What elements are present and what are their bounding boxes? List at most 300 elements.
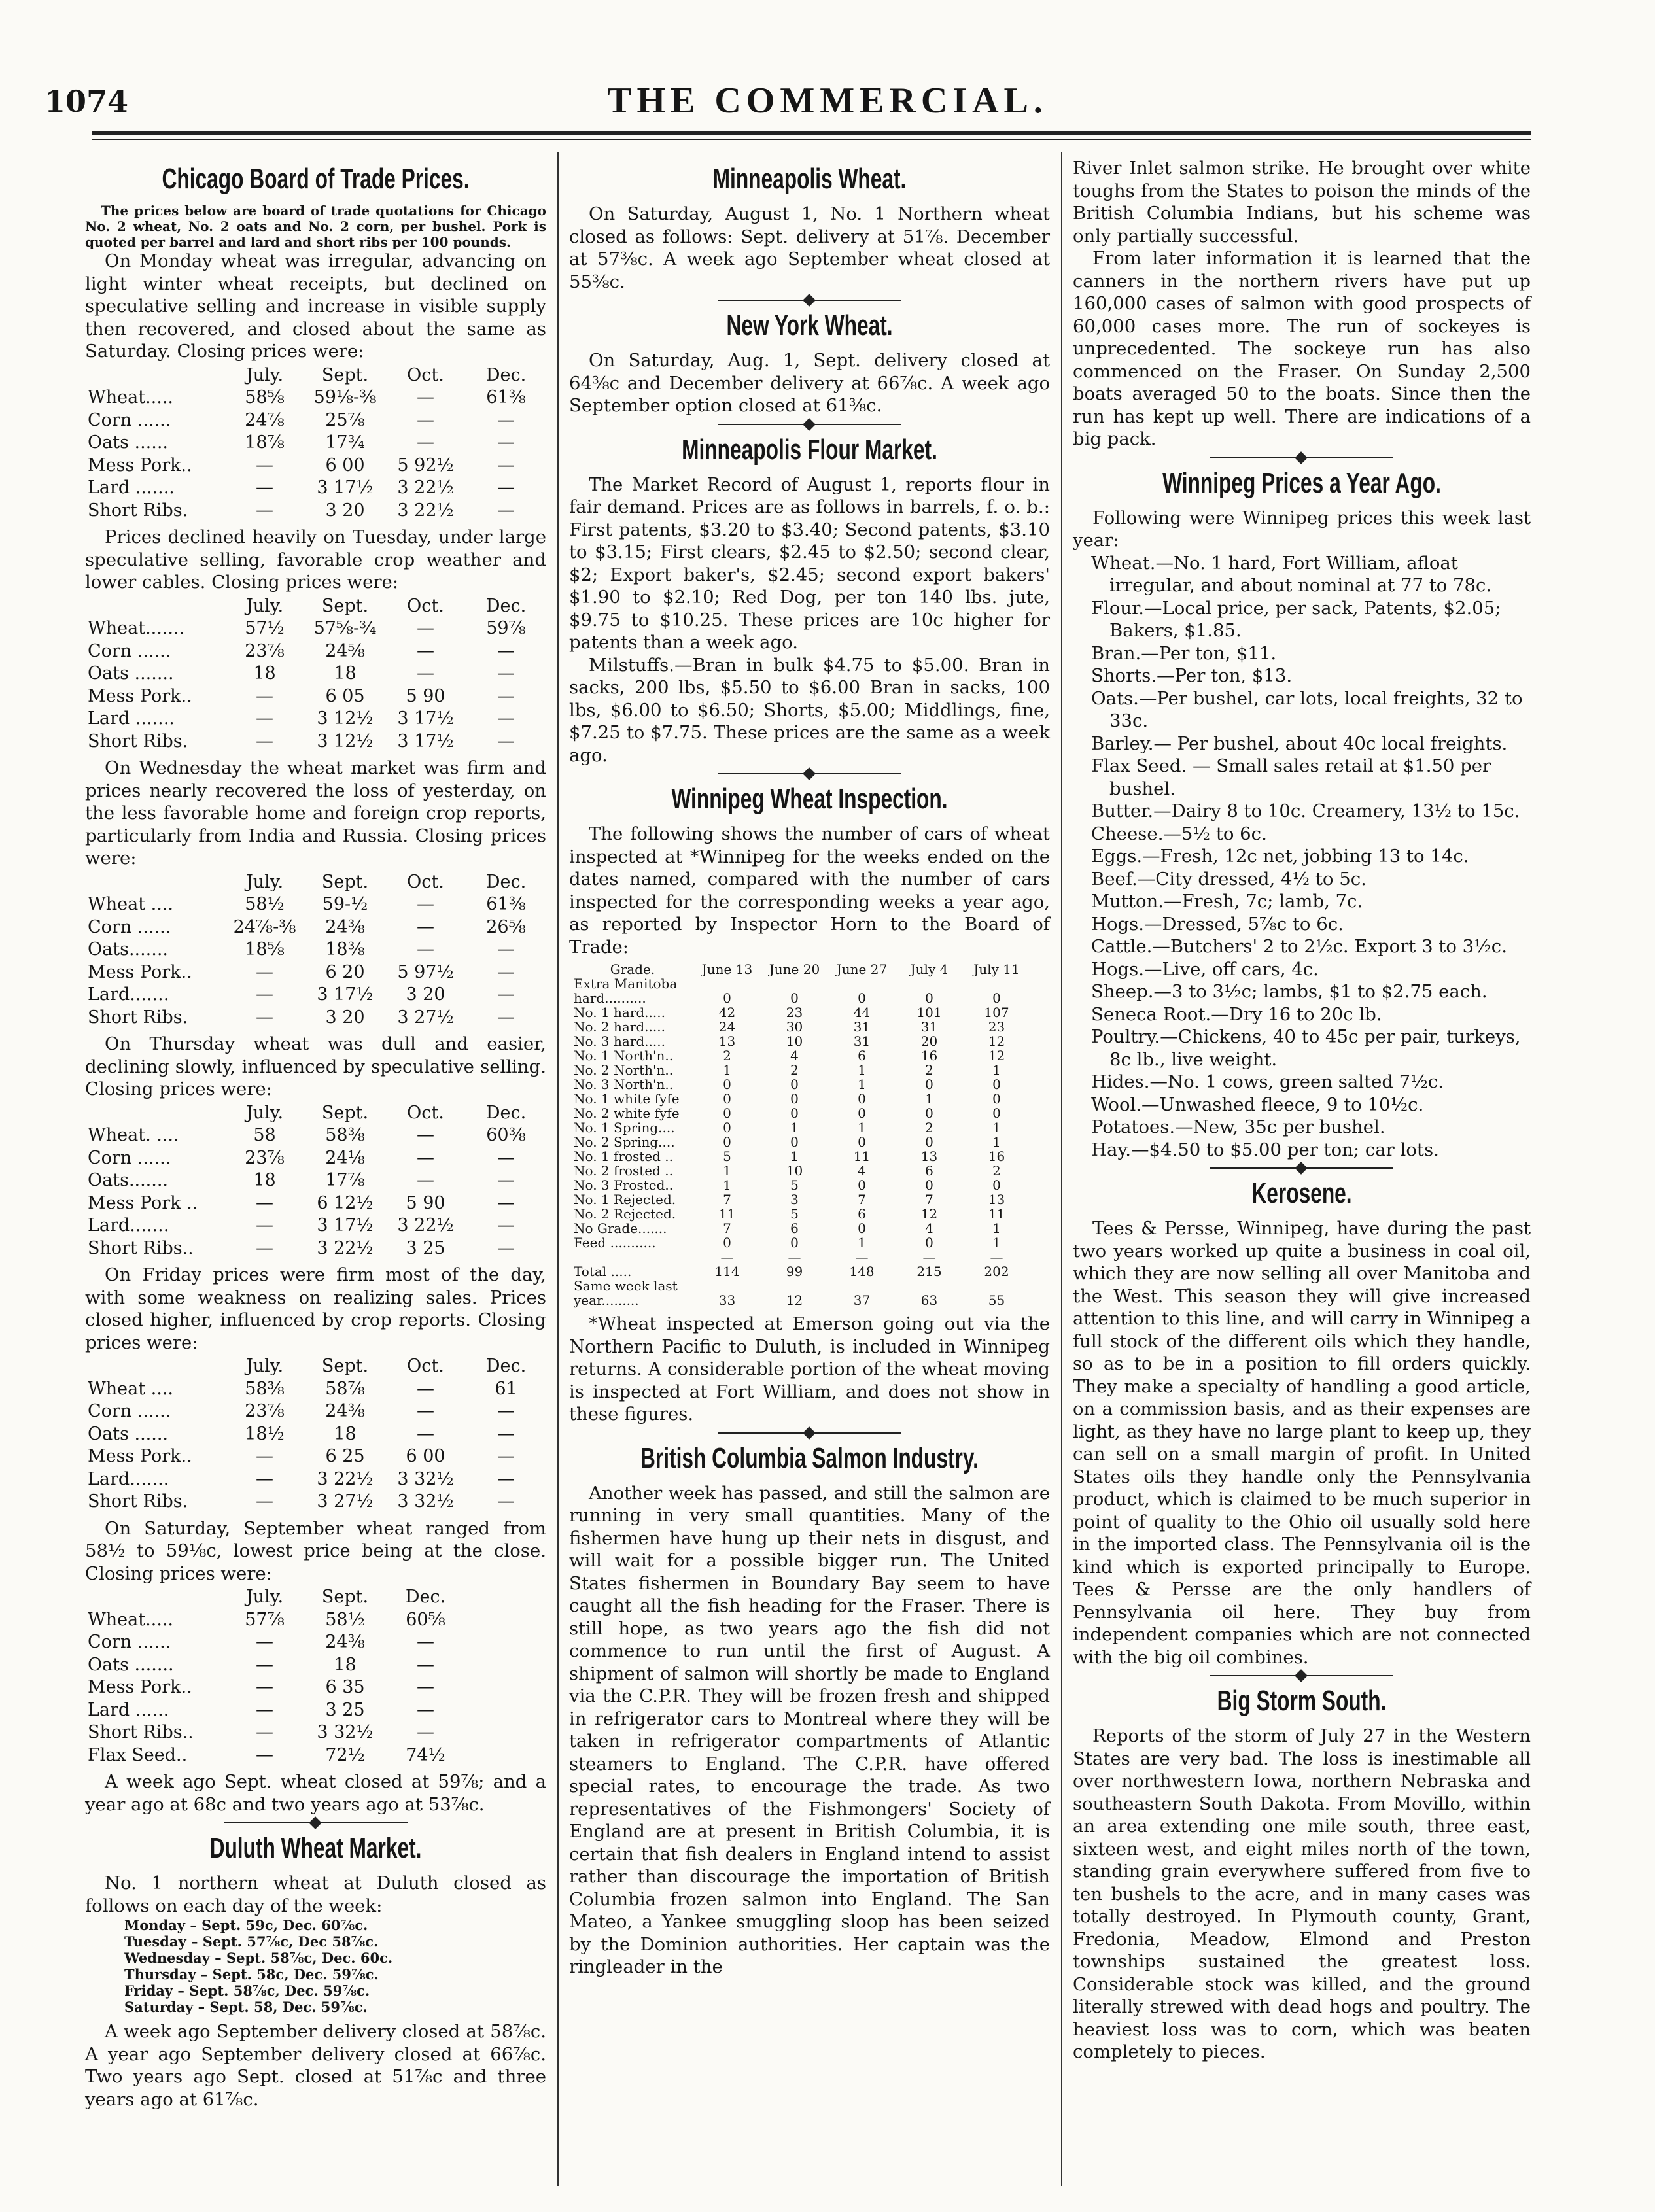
- car-count: [761, 1279, 828, 1293]
- price-cell: —: [497, 1215, 515, 1236]
- salmon-heading: British Columbia Salmon Industry.: [640, 1442, 979, 1474]
- price-cell: 3 27½: [397, 1007, 454, 1028]
- column-header: June 13: [701, 961, 753, 977]
- price-cell: 58⅞: [325, 1378, 365, 1399]
- price-cell: —: [497, 640, 515, 661]
- grade-name: No. 2 Spring....: [574, 1134, 675, 1150]
- commodity-name: Lard ......: [88, 1699, 169, 1720]
- section-separator: [1210, 1167, 1393, 1169]
- car-count: 1: [858, 1120, 866, 1135]
- price-cell: 24⅜: [325, 1401, 365, 1421]
- price-cell: 3 17½: [317, 1215, 374, 1236]
- column-header: Grade.: [610, 961, 655, 977]
- car-count: 0: [790, 990, 799, 1006]
- price-cell: 57⅝-¾: [313, 618, 377, 638]
- chicago-wednesday: On Wednesday the wheat market was firm and prices nearly recovered the loss of yesterday, on the less favorable home and foreign crop reports, particularly from India and Russia. Closing prices were:: [85, 757, 546, 869]
- price-cell: 24⅞-⅜: [233, 916, 296, 937]
- price-cell: —: [256, 477, 273, 498]
- grade-name: No. 3 Frosted..: [574, 1177, 674, 1193]
- column-header: July.: [245, 1587, 284, 1607]
- price-cell: —: [417, 894, 434, 914]
- table-row: [85, 432, 546, 455]
- car-count: 0: [858, 1091, 866, 1107]
- price-cell: 58⅜: [245, 1378, 285, 1399]
- chicago-table-wednesday: [85, 871, 546, 1029]
- section-separator: [718, 424, 901, 425]
- price-cell: —: [497, 455, 515, 475]
- column-header: July.: [245, 595, 284, 616]
- column-header: [85, 595, 224, 618]
- price-cell: 3 22½: [397, 1215, 454, 1236]
- car-count: 63: [920, 1292, 938, 1308]
- car-count: 12: [920, 1206, 938, 1222]
- table-row: [85, 387, 546, 409]
- table-row: [85, 1378, 546, 1401]
- car-count: 2: [925, 1062, 933, 1078]
- car-count: 0: [790, 1091, 799, 1107]
- column-header: July 4: [910, 961, 949, 977]
- price-cell: —: [417, 1125, 434, 1145]
- car-count: 42: [718, 1005, 736, 1020]
- car-count: 0: [790, 1105, 799, 1121]
- car-count: 0: [723, 1091, 731, 1107]
- car-count: 0: [992, 1077, 1001, 1092]
- price-cell: —: [497, 1170, 515, 1190]
- chicago-table-saturday: [85, 1586, 466, 1767]
- price-cell: —: [497, 1237, 515, 1258]
- table-row: [85, 1631, 466, 1654]
- price-cell: 23⅞: [245, 1401, 285, 1421]
- commodity-name: Lard.......: [88, 1215, 169, 1236]
- chicago-table-monday: [85, 364, 546, 523]
- flour-heading: Minneapolis Flour Market.: [682, 433, 937, 466]
- car-count: 4: [925, 1220, 933, 1236]
- duluth-day: Friday – Sept. 58⅞c, Dec. 59⅞c.: [124, 1982, 370, 1999]
- column-header: Oct.: [407, 1356, 444, 1376]
- car-count: 6: [925, 1163, 933, 1179]
- price-cell: —: [417, 1654, 434, 1675]
- page-number: 1074: [44, 84, 129, 119]
- table-row: [572, 1020, 1030, 1034]
- price-cell: 18⅜: [325, 939, 365, 959]
- table-row: [572, 1178, 1030, 1192]
- car-count: 6: [858, 1206, 866, 1222]
- section-separator: [1210, 1675, 1393, 1676]
- inspection-table: [572, 962, 1030, 1307]
- price-list-item: Hogs.—Live, off cars, 4c.: [1091, 958, 1319, 980]
- price-cell: 6 25: [325, 1446, 365, 1466]
- column-header: Dec.: [485, 871, 527, 892]
- commodity-name: Corn ......: [88, 640, 171, 661]
- commodity-name: Wheat ....: [88, 894, 173, 914]
- table-header-row: [85, 595, 546, 618]
- column-header: Sept.: [321, 1102, 369, 1123]
- price-cell: 59-½: [322, 894, 368, 914]
- commodity-name: Mess Pork..: [88, 685, 192, 706]
- minneapolis-wheat-heading: Minneapolis Wheat.: [712, 163, 907, 195]
- car-count: 2: [992, 1163, 1001, 1179]
- price-cell: 26⅝: [486, 916, 526, 937]
- table-row: [85, 617, 546, 640]
- price-cell: 3 32½: [397, 1491, 454, 1512]
- car-count: 6: [790, 1220, 799, 1236]
- column-header: [85, 1102, 224, 1125]
- car-count: 24: [718, 1019, 736, 1035]
- car-count: 2: [925, 1120, 933, 1135]
- price-cell: 6 05: [325, 685, 365, 706]
- chicago-thursday: On Thursday wheat was dull and easier, declining slowly, influenced by speculative selling. Closing prices were:: [85, 1033, 546, 1099]
- price-cell: 3 17½: [317, 477, 374, 498]
- car-count: [963, 976, 1030, 991]
- price-list-item: Sheep.—3 to 3½c; lambs, $1 to $2.75 each.: [1091, 981, 1488, 1002]
- section-separator: [718, 300, 901, 301]
- price-cell: 58½: [245, 894, 285, 914]
- column-header: Sept.: [321, 364, 369, 385]
- table-row: [572, 1264, 1030, 1279]
- grade-name: Total .....: [574, 1264, 632, 1279]
- price-cell: 3 32½: [317, 1722, 374, 1742]
- car-count: 30: [786, 1019, 803, 1035]
- price-cell: —: [256, 1632, 273, 1652]
- salmon-text: Another week has passed, and still the salmon are running in very small quantities. Many of the fishermen have hung up their nets in disgust, and will wait for a possible bigger run. The United States fishermen in Boundary Bay seem to have caught all the fish heading for the Fraser. There is still hope, as two years ago the fish did not commence to run until the first of August. A shipment of salmon will shortly be made to England via the C.P.R. They will be frozen fresh and shipped in refrigerator cars to Montreal where they will be taken in refrigerator compartments of Atlantic steamers to England. The C.P.R. have offered special rates, to encourage the trade. As two representatives of the Fishmongers' Society of England are at present in British Columbia, it is certain that fish dealers in England intend to assist rather than discourage the importation of British Columbia frozen salmon into England. The San Mateo, a Yankee smuggling sloop has been seized by the Dominion authorities. Her captain was the ringleader in the: [569, 1482, 1050, 1977]
- price-cell: 6 35: [325, 1677, 365, 1697]
- price-cell: —: [497, 663, 515, 683]
- chicago-note: The prices below are board of trade quotations for Chicago No. 2 wheat, No. 2 oats and No. 2 corn, per bushel. Pork is quoted per barrel and lard and short ribs per 100 pounds.: [85, 203, 546, 250]
- duluth-day: Thursday – Sept. 58c, Dec. 59⅞c.: [124, 1966, 379, 1982]
- car-count: 3: [790, 1192, 799, 1207]
- commodity-name: Wheat.....: [88, 387, 173, 407]
- price-cell: 3 20: [325, 500, 365, 521]
- grade-name: Feed ...........: [574, 1235, 656, 1251]
- commodity-name: Corn ......: [88, 1632, 171, 1652]
- price-cell: 3 17½: [397, 708, 454, 729]
- table-row: [572, 1120, 1030, 1135]
- price-cell: —: [256, 500, 273, 521]
- price-cell: 58½: [325, 1609, 365, 1630]
- car-count: 20: [920, 1033, 938, 1049]
- price-cell: 57⅞: [245, 1609, 285, 1630]
- duluth-day: Tuesday – Sept. 57⅞c, Dec 58⅞c.: [124, 1933, 379, 1950]
- grade-name: hard..........: [574, 990, 646, 1006]
- price-cell: 3 20: [325, 1007, 365, 1028]
- grade-name: No. 2 Rejected.: [574, 1206, 676, 1222]
- column-header: [85, 1586, 224, 1609]
- duluth-day: Saturday – Sept. 58, Dec. 59⅞c.: [124, 1999, 368, 2015]
- price-cell: —: [497, 984, 515, 1005]
- car-count: 7: [858, 1192, 866, 1207]
- price-cell: —: [256, 1446, 273, 1466]
- grade-name: No. 3 hard.....: [574, 1033, 665, 1049]
- commodity-name: Mess Pork..: [88, 1446, 192, 1466]
- section-separator: [718, 1432, 901, 1434]
- price-cell: —: [417, 409, 434, 430]
- price-list-item: Barley.— Per bushel, about 40c local freights.: [1091, 733, 1508, 754]
- table-row: [85, 1721, 466, 1744]
- price-cell: —: [417, 618, 434, 638]
- car-count: —: [788, 1249, 801, 1265]
- duluth-day: Monday – Sept. 59c, Dec. 60⅞c.: [124, 1917, 368, 1933]
- grade-name: No. 2 hard.....: [574, 1019, 665, 1035]
- commodity-name: Short Ribs.: [88, 500, 188, 521]
- car-count: 5: [790, 1177, 799, 1193]
- price-cell: —: [497, 731, 515, 752]
- column-header: Sept.: [321, 871, 369, 892]
- car-count: 1: [992, 1220, 1001, 1236]
- car-count: 0: [723, 1120, 731, 1135]
- price-cell: —: [417, 1632, 434, 1652]
- commodity-name: Short Ribs.: [88, 731, 188, 752]
- column-header: July.: [245, 871, 284, 892]
- price-cell: 5 90: [406, 685, 445, 706]
- car-count: 1: [723, 1177, 731, 1193]
- commodity-name: Lard .......: [88, 708, 175, 729]
- price-cell: 3 20: [406, 984, 445, 1005]
- car-count: 1: [992, 1120, 1001, 1135]
- table-row: [572, 1250, 1030, 1264]
- salmon-continued: River Inlet salmon strike. He brought over white toughs from the States to poison the minds of the British Columbia Indians, but his scheme was only partially successful.: [1073, 158, 1531, 247]
- duluth-day-list: [85, 1917, 546, 2015]
- car-count: 0: [992, 1177, 1001, 1193]
- price-cell: —: [417, 1677, 434, 1697]
- price-cell: 23⅞: [245, 1147, 285, 1168]
- table-row: [572, 1005, 1030, 1020]
- price-cell: —: [417, 1699, 434, 1720]
- price-cell: 3 22½: [397, 500, 454, 521]
- column-header: [85, 364, 224, 387]
- section-separator: [718, 773, 901, 774]
- commodity-name: Lard .......: [88, 477, 175, 498]
- price-cell: —: [497, 477, 515, 498]
- car-count: 1: [925, 1091, 933, 1107]
- price-cell: 57½: [245, 618, 285, 638]
- car-count: 0: [723, 1235, 731, 1251]
- price-cell: —: [256, 1654, 273, 1675]
- commodity-name: Oats .......: [88, 663, 174, 683]
- price-list-item: Hogs.—Dressed, 5⅞c to 6c.: [1091, 913, 1344, 935]
- car-count: [761, 976, 828, 991]
- masthead-rule: [92, 131, 1531, 135]
- car-count: 2: [723, 1048, 731, 1063]
- price-cell: 60⅝: [406, 1609, 445, 1630]
- column-2: [569, 157, 1050, 1979]
- price-cell: —: [256, 1007, 273, 1028]
- price-cell: —: [256, 708, 273, 729]
- grade-name: No. 2 North'n..: [574, 1062, 674, 1078]
- table-row: [85, 939, 546, 961]
- price-cell: 24⅞: [245, 409, 285, 430]
- table-row: [85, 1400, 546, 1423]
- table-row: [85, 1468, 546, 1491]
- car-count: 12: [988, 1033, 1005, 1049]
- car-count: 215: [916, 1264, 942, 1279]
- section-separator: [1210, 457, 1393, 458]
- price-list-item: Potatoes.—New, 35c per bushel.: [1091, 1116, 1385, 1137]
- car-count: 31: [853, 1033, 871, 1049]
- millstuffs-text: Milstuffs.—Bran in bulk $4.75 to $5.00. Bran in sacks, 200 lbs, $5.50 to $6.00 Bran in sacks, 100 lbs, $6.00 to $6.50; Shorts, $5.00; Middlings, fine, $7.25 to $7.75. These prices are the same as a week ago.: [569, 654, 1050, 766]
- car-count: 1: [790, 1149, 799, 1164]
- car-count: 0: [925, 1077, 933, 1092]
- price-cell: 24⅜: [325, 1632, 365, 1652]
- car-count: 13: [718, 1033, 736, 1049]
- price-cell: —: [417, 640, 434, 661]
- table-header-row: [85, 1586, 466, 1609]
- commodity-name: Oats.......: [88, 1170, 169, 1190]
- table-row: [85, 1215, 546, 1237]
- commodity-name: Oats ......: [88, 1423, 169, 1444]
- price-cell: —: [417, 1722, 434, 1742]
- car-count: 6: [858, 1048, 866, 1063]
- table-header-row: [85, 1102, 546, 1125]
- duluth-heading: Duluth Wheat Market.: [209, 1832, 422, 1864]
- table-row: [85, 1237, 546, 1260]
- price-list-item: Wool.—Unwashed fleece, 9 to 10½c.: [1091, 1094, 1424, 1115]
- car-count: 11: [988, 1206, 1005, 1222]
- price-cell: 18½: [245, 1423, 285, 1444]
- table-row: [85, 961, 546, 984]
- car-count: 16: [988, 1149, 1005, 1164]
- column-header: Oct.: [407, 595, 444, 616]
- price-cell: 5 97½: [397, 961, 454, 982]
- grade-name: No. 1 Spring....: [574, 1120, 675, 1135]
- price-list-item: Wheat.—No. 1 hard, Fort William, afloat irregular, and about nominal at 77 to 78c.: [1091, 552, 1492, 596]
- price-cell: —: [417, 387, 434, 407]
- price-list-item: Mutton.—Fresh, 7c; lamb, 7c.: [1091, 891, 1363, 912]
- column-header: July 11: [973, 961, 1020, 977]
- salmon-later-info: From later information it is learned that the canners in the northern rivers have put up 160,000 cases of salmon with good prospects of 60,000 cases more. The run of sockeyes is unprecedented. The sockeye run has also commenced on the Fraser. On Sunday 2,500 boats averaged 50 to the boats. Since then the run has kept up well. There are indications of a big pack.: [1073, 248, 1531, 449]
- price-cell: —: [256, 731, 273, 752]
- price-cell: —: [256, 1215, 273, 1236]
- car-count: 11: [853, 1149, 871, 1164]
- car-count: [693, 1279, 761, 1293]
- storm-text: Reports of the storm of July 27 in the Western States are very bad. The loss is inestimable all over northwestern Iowa, northern Nebraska and southeastern South Dakota. From Movillo, within an area extending one mile south, three east, sixteen west, and eight miles north of the town, standing grain everywhere suffered from five to ten bushels to the acre, and in many cases was totally destroyed. In Plymouth county, Grant, Fredonia, Meadow, Elmond and Preston townships sustained the greatest loss. Considerable stock was killed, and the ground literally strewed with dead hogs and poultry. The heaviest loss was to corn, which was beaten completely to pieces.: [1073, 1725, 1531, 2062]
- table-row: [572, 1221, 1030, 1236]
- price-cell: —: [497, 500, 515, 521]
- car-count: 13: [920, 1149, 938, 1164]
- car-count: [963, 1279, 1030, 1293]
- car-count: 0: [858, 990, 866, 1006]
- table-row: [85, 1192, 546, 1215]
- inspection-footnote: *Wheat inspected at Emerson going out via the Northern Pacific to Duluth, is included in Winnipeg returns. A considerable portion of the wheat moving is inspected at Fort William, and does not show in these figures.: [569, 1313, 1050, 1425]
- grade-name: No. 2 frosted ..: [574, 1163, 674, 1179]
- price-cell: —: [417, 432, 434, 453]
- price-list-item: Bran.—Per ton, $11.: [1091, 642, 1277, 664]
- car-count: 1: [992, 1235, 1001, 1251]
- commodity-name: Short Ribs.: [88, 1491, 188, 1512]
- price-cell: 5 90: [406, 1192, 445, 1213]
- car-count: 0: [925, 1105, 933, 1121]
- car-count: 55: [988, 1292, 1005, 1308]
- price-cell: —: [497, 409, 515, 430]
- car-count: 1: [790, 1120, 799, 1135]
- chicago-tuesday: Prices declined heavily on Tuesday, under large speculative selling, favorable crop weather and lower cables. Closing prices were:: [85, 527, 546, 593]
- grade-name: No. 1 hard.....: [574, 1005, 665, 1020]
- price-cell: 74½: [406, 1744, 445, 1765]
- masthead: THE COMMERCIAL.: [607, 80, 1048, 121]
- table-row: [572, 1149, 1030, 1164]
- chicago-friday: On Friday prices were firm most of the day, with some weakness on realizing sales. Prices closed higher, influenced by crop reports. Closing prices were:: [85, 1264, 546, 1353]
- price-cell: 61: [495, 1378, 517, 1399]
- price-cell: —: [256, 455, 273, 475]
- price-cell: —: [497, 1192, 515, 1213]
- table-row: [85, 1744, 466, 1767]
- commodity-name: Mess Pork..: [88, 1677, 192, 1697]
- car-count: 114: [714, 1264, 740, 1279]
- price-cell: 58: [253, 1125, 276, 1145]
- price-cell: 3 25: [325, 1699, 365, 1720]
- price-list-item: Seneca Root.—Dry 16 to 20c lb.: [1091, 1003, 1382, 1025]
- price-cell: 18: [334, 1654, 357, 1675]
- commodity-name: Short Ribs.: [88, 1007, 188, 1028]
- commodity-name: Mess Pork ..: [88, 1192, 198, 1213]
- price-cell: 3 22½: [317, 1468, 374, 1489]
- price-cell: 17⅞: [325, 1170, 365, 1190]
- table-header-row: [85, 1355, 546, 1378]
- price-cell: —: [497, 432, 515, 453]
- car-count: 202: [984, 1264, 1009, 1279]
- car-count: 33: [718, 1292, 736, 1308]
- commodity-name: Wheat.....: [88, 1609, 173, 1630]
- price-cell: —: [256, 1468, 273, 1489]
- duluth-week-ago: A week ago September delivery closed at 58⅞c. A year ago September delivery closed at 66⅞c. Two years ago Sept. closed at 51⅞c and three years ago at 61⅞c.: [85, 2021, 546, 2110]
- price-cell: 59⅞: [486, 618, 526, 638]
- table-row: [85, 455, 546, 477]
- commodity-name: Lard.......: [88, 1468, 169, 1489]
- grade-name: No. 1 white fyfe: [574, 1091, 680, 1107]
- car-count: 23: [988, 1019, 1005, 1035]
- commodity-name: Corn ......: [88, 409, 171, 430]
- car-count: 4: [858, 1163, 866, 1179]
- price-cell: 3 25: [406, 1237, 445, 1258]
- grade-name: [572, 1250, 693, 1264]
- car-count: 44: [853, 1005, 871, 1020]
- commodity-name: Corn ......: [88, 1401, 171, 1421]
- table-row: [85, 916, 546, 939]
- car-count: 10: [786, 1033, 803, 1049]
- table-row: [572, 1192, 1030, 1207]
- grade-name: No. 1 frosted ..: [574, 1149, 674, 1164]
- table-header-row: [85, 364, 546, 387]
- table-row: [572, 1207, 1030, 1221]
- price-list-item: Beef.—City dressed, 4½ to 5c.: [1091, 868, 1367, 890]
- price-cell: —: [497, 1446, 515, 1466]
- price-cell: 5 92½: [397, 455, 454, 475]
- column-header: June 27: [836, 961, 888, 977]
- price-cell: 18: [253, 663, 276, 683]
- table-row: [572, 1092, 1030, 1106]
- price-cell: —: [256, 1677, 273, 1697]
- table-row: [85, 1676, 466, 1699]
- price-cell: 6 12½: [317, 1192, 374, 1213]
- car-count: 11: [718, 1206, 736, 1222]
- table-row: [85, 685, 546, 708]
- kerosene-heading: Kerosene.: [1251, 1177, 1352, 1209]
- car-count: 0: [723, 1134, 731, 1150]
- inspection-heading: Winnipeg Wheat Inspection.: [671, 783, 948, 815]
- new-york-heading: New York Wheat.: [726, 309, 893, 341]
- price-cell: —: [497, 1468, 515, 1489]
- commodity-name: Corn ......: [88, 916, 171, 937]
- car-count: —: [922, 1249, 936, 1265]
- table-row: [572, 1106, 1030, 1120]
- price-cell: 58⅜: [325, 1125, 365, 1145]
- price-cell: 3 27½: [317, 1491, 374, 1512]
- grade-name: year.........: [574, 1292, 639, 1308]
- price-list-item: Poultry.—Chickens, 40 to 45c per pair, turkeys, 8c lb., live weight.: [1091, 1026, 1521, 1070]
- car-count: 0: [723, 990, 731, 1006]
- car-count: 16: [920, 1048, 938, 1063]
- column-header: June 20: [769, 961, 820, 977]
- car-count: 1: [723, 1062, 731, 1078]
